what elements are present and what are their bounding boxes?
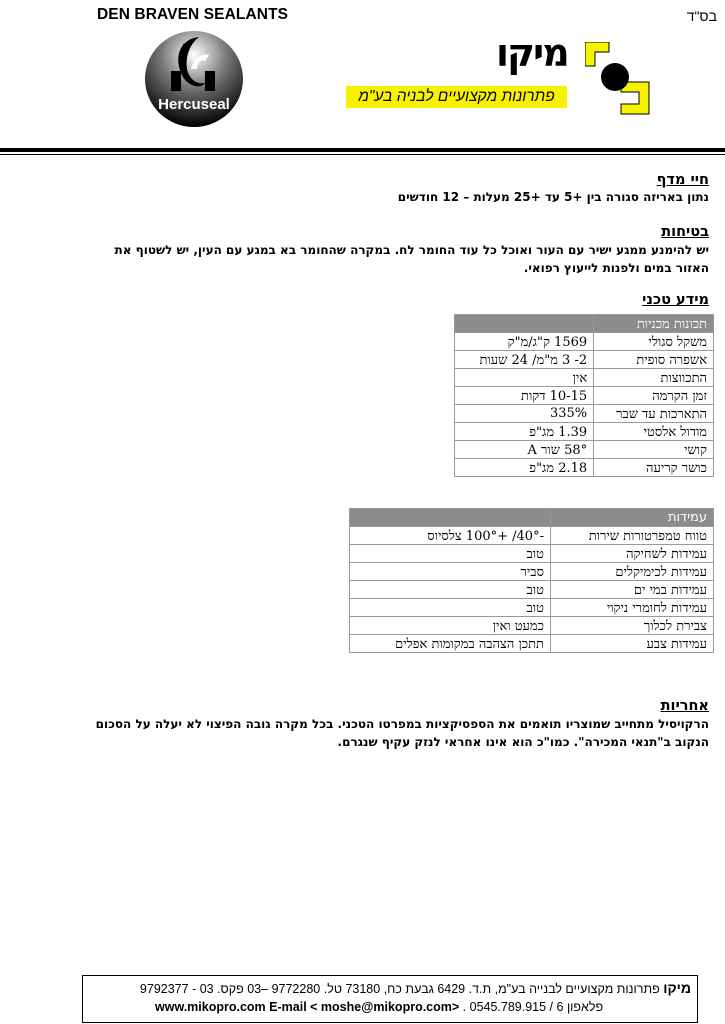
tagline: פתרונות מקצועיים לבניה בע"מ <box>346 86 567 108</box>
row-value: 58° שור A <box>455 441 594 459</box>
footer-brand: מיקו <box>663 980 691 996</box>
footer-company-line <box>140 980 691 996</box>
footer-phone: . 0545.789.915 / 6 פלאפון <box>462 1000 604 1014</box>
bsd-mark: בס"ד <box>686 8 717 24</box>
row-label: טווח טמפרטורות שירות <box>550 527 713 545</box>
row-value: טוב <box>350 599 551 617</box>
footer-address: פתרונות מקצועיים לבנייה בע"מ, ת.ד. 6429 גבעת כח, 73180 טל. 9772280 –03 פקס. 03 - 9792377 <box>139 982 660 996</box>
row-value: אין <box>455 369 594 387</box>
row-label: עמידות לשחיקה <box>550 545 713 563</box>
row-label: צבירת לכלוך <box>550 617 713 635</box>
shelf-life-title: חיי מדף <box>656 172 709 188</box>
table-row <box>455 441 714 459</box>
table-row <box>455 423 714 441</box>
table-row <box>455 405 714 423</box>
resistance-table <box>349 508 714 653</box>
row-label: עמידות לחומרי ניקוי <box>550 599 713 617</box>
warranty-text: הרקויסיל מתחייב שמוצריו תואמים את הספסיקציות במפרטו הטכני. בכל מקרה גובה הפיצוי לא יעלה על הסכום הנקוב ב"תנאי המכירה". כמו"כ הוא אינו אחראי לנזק עקיף שנגרם. <box>95 717 709 749</box>
row-value: טוב <box>350 581 551 599</box>
row-label: כושר קריעה <box>594 459 714 477</box>
footer-contact-line <box>155 1000 603 1014</box>
safety-title: בטיחות <box>661 224 709 240</box>
table-row <box>350 599 714 617</box>
table-row <box>350 527 714 545</box>
row-label: עמידות במי ים <box>550 581 713 599</box>
row-label: מודול אלסטי <box>594 423 714 441</box>
shelf-life-text: נתון באריזה סגורה בין +5 עד +25 מעלות – 12 חודשים <box>397 190 709 204</box>
row-label: זמן הקרמה <box>594 387 714 405</box>
row-value: 10-15 דקות <box>455 387 594 405</box>
row-value: סביר <box>350 563 551 581</box>
row-value: 2.18 מג"פ <box>455 459 594 477</box>
table-row <box>350 545 714 563</box>
tech-info-title: מידע טכני <box>642 292 709 308</box>
row-value: -40°/ +100° צלסיוס <box>350 527 551 545</box>
safety-text: יש להימנע ממגע ישיר עם העור ואוכל כל עוד החומר לח. במקרה שהחומר בא במגע עם העין, יש לשטוף את האזור במים ולפנות לייעוץ רפואי. <box>114 243 709 275</box>
table-row <box>455 369 714 387</box>
table-row <box>455 459 714 477</box>
hercuseal-logo <box>143 29 245 129</box>
table-header-row <box>455 315 714 333</box>
table-row <box>455 387 714 405</box>
table-header: תכונות מכניות <box>594 315 714 333</box>
row-value: 2- 3 מ"מ/ 24 שעות <box>455 351 594 369</box>
table-header-blank <box>350 509 551 527</box>
table-row <box>350 581 714 599</box>
footer-website-link[interactable]: www.mikopro.com <box>155 1000 266 1014</box>
row-value: 1569 ק"ג/מ"ק <box>455 333 594 351</box>
row-value: טוב <box>350 545 551 563</box>
footer-box <box>82 975 698 1023</box>
table-row <box>350 617 714 635</box>
row-value: כמעט ואין <box>350 617 551 635</box>
row-value: 1.39 מג"פ <box>455 423 594 441</box>
table-row <box>455 351 714 369</box>
mechanical-properties-table <box>454 314 714 477</box>
brand-name: DEN BRAVEN SEALANTS <box>97 6 289 23</box>
hercuseal-logo-text: Hercuseal <box>158 96 230 113</box>
table-row <box>350 563 714 581</box>
row-label: קושי <box>594 441 714 459</box>
header-divider-thick <box>0 148 725 152</box>
table-header-row <box>350 509 714 527</box>
row-value: 335% <box>455 405 594 423</box>
miko-logo-icon <box>585 42 651 116</box>
row-label: אשפרה סופית <box>594 351 714 369</box>
row-label: עמידות צבע <box>550 635 713 653</box>
row-label: עמידות לכימיקלים <box>550 563 713 581</box>
table-header: עמידות <box>550 509 713 527</box>
footer-email-link[interactable]: E-mail < moshe@mikopro.com> <box>269 1000 460 1014</box>
row-label: התכווצות <box>594 369 714 387</box>
miko-title: מיקו <box>496 31 568 75</box>
row-value: תתכן הצהבה במקומות אפלים <box>350 635 551 653</box>
row-label: התארכות עד שבר <box>594 405 714 423</box>
table-header-blank <box>455 315 594 333</box>
header-divider-thin <box>0 154 725 155</box>
table-row <box>455 333 714 351</box>
row-label: משקל סגולי <box>594 333 714 351</box>
table-row <box>350 635 714 653</box>
warranty-title: אחריות <box>660 698 709 714</box>
